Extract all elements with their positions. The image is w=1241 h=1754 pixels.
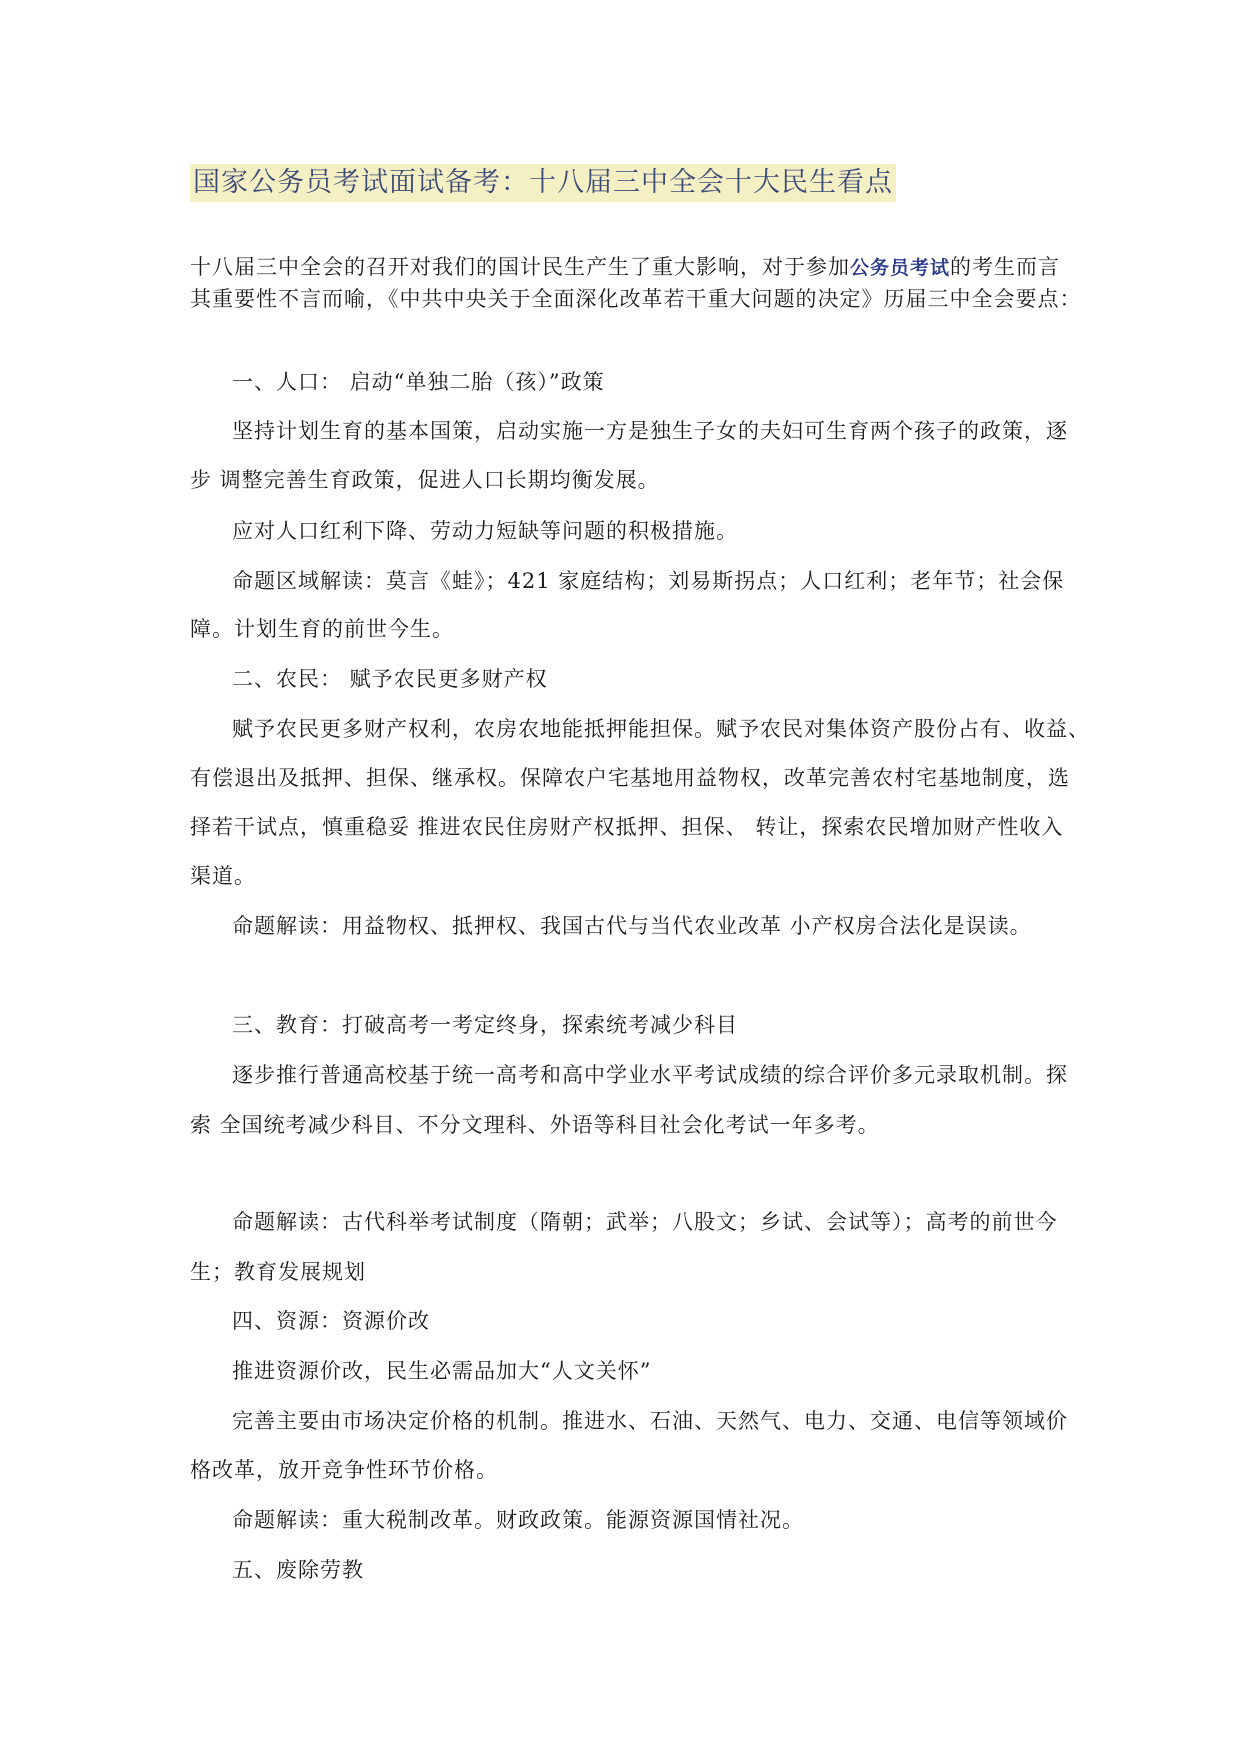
paragraph-line: 应对人口红利下降、劳动力短缺等问题的积极措施。: [232, 519, 738, 543]
section-heading-labor-camp: 五、废除劳教: [232, 1558, 364, 1582]
paragraph-line: 有偿退出及抵押、担保、继承权。保障农户宅基地用益物权，改革完善农村宅基地制度，选: [190, 766, 1070, 790]
paragraph-line: 索 全国统考减少科目、不分文理科、外语等科目社会化考试一年多考。: [190, 1113, 880, 1137]
section-heading-population: 一、人口： 启动“单独二胎（孩）”政策: [232, 370, 605, 394]
paragraph-line: 命题区域解读：莫言《蛙》；421 家庭结构；刘易斯拐点；人口红利；老年节；社会保: [232, 569, 1065, 593]
intro-line-1: [190, 252, 1060, 283]
paragraph-line: 步 调整完善生育政策，促进人口长期均衡发展。: [190, 468, 660, 492]
paragraph-line: 逐步推行普通高校基于统一高考和高中学业水平考试成绩的综合评价多元录取机制。探: [232, 1063, 1068, 1087]
section-heading-education: 三、教育：打破高考一考定终身，探索统考减少科目: [232, 1013, 738, 1037]
paragraph-line: 赋予农民更多财产权利，农房农地能抵押能担保。赋予农民对集体资产股份占有、收益、: [232, 717, 1090, 741]
paragraph-line: 渠道。: [190, 864, 256, 888]
paragraph-line: 格改革，放开竞争性环节价格。: [190, 1458, 498, 1482]
intro-text: 十八届三中全会的召开对我们的国计民生产生了重大影响，对于参加: [190, 255, 850, 279]
section-heading-resources: 四、资源：资源价改: [232, 1309, 430, 1333]
paragraph-line: 择若干试点，慎重稳妥 推进农民住房财产权抵押、担保、 转让，探索农民增加财产性收入: [190, 815, 1064, 839]
paragraph-line: 命题解读：古代科举考试制度（隋朝；武举；八股文；乡试、会试等）；高考的前世今: [232, 1210, 1058, 1234]
paragraph-line: 命题解读：重大税制改革。财政政策。能源资源国情社况。: [232, 1508, 804, 1532]
section-heading-farmers: 二、农民： 赋予农民更多财产权: [232, 667, 548, 691]
page-title: 国家公务员考试面试备考：十八届三中全会十大民生看点: [190, 164, 896, 202]
exam-link[interactable]: 公务员考试: [850, 257, 951, 279]
paragraph-line: 命题解读：用益物权、抵押权、我国古代与当代农业改革 小产权房合法化是误读。: [232, 914, 1032, 938]
paragraph-line: 障。计划生育的前世今生。: [190, 617, 454, 641]
paragraph-line: 推进资源价改，民生必需品加大“人文关怀”: [232, 1359, 652, 1383]
paragraph-line: 生；教育发展规划: [190, 1260, 366, 1284]
intro-line-2: 其重要性不言而喻，《中共中央关于全面深化改革若干重大问题的决定》历届三中全会要点：: [190, 287, 1082, 311]
paragraph-line: 完善主要由市场决定价格的机制。推进水、石油、天然气、电力、交通、电信等领域价: [232, 1409, 1068, 1433]
intro-text: 的考生而言: [950, 255, 1061, 279]
paragraph-line: 坚持计划生育的基本国策，启动实施一方是独生子女的夫妇可生育两个孩子的政策，逐: [232, 419, 1068, 443]
